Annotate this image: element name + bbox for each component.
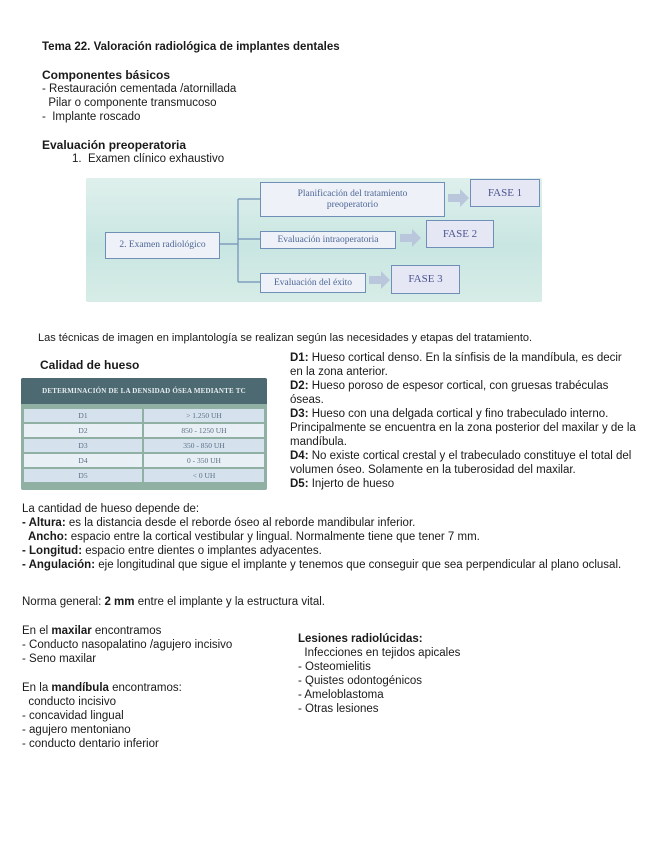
arrow-right-icon (400, 229, 421, 247)
bone-type-item: D4: No existe cortical crestal y el trabeculado constituye el total del volumen óseo. Solamente en la tuberosidad del maxilar. (290, 450, 632, 476)
table-cell: < 0 UH (144, 469, 264, 482)
arrow-right-icon (369, 271, 390, 289)
mandibula-item: - conducto dentario inferior (22, 738, 159, 750)
bone-quality-heading: Calidad de hueso (40, 358, 140, 372)
maxilar-item: - Seno maxilar (22, 653, 97, 665)
table-cell: D5 (24, 469, 142, 482)
evaluation-heading: Evaluación preoperatoria (42, 138, 187, 152)
mandibula-intro: En la mandíbula encontramos: (22, 682, 182, 694)
quantity-item: - Angulación: eje longitudinal que sigue el implante y tenemos que conseguir que sea perpendicular al plano oclusal. (22, 559, 622, 571)
phase-branch-box: Planificación del tratamiento preoperatorio (260, 182, 445, 217)
components-item: - Implante roscado (42, 111, 141, 123)
table-cell: 0 - 350 UH (144, 454, 264, 467)
mandibula-item: conducto incisivo (22, 696, 116, 708)
maxilar-intro: En el maxilar encontramos (22, 625, 162, 637)
components-item: Pilar o componente transmucoso (42, 97, 217, 109)
table-cell: D2 (24, 424, 142, 437)
maxilar-item: - Conducto nasopalatino /agujero incisivo (22, 639, 233, 651)
table-row (24, 409, 264, 422)
table-cell: D4 (24, 454, 142, 467)
phase-branch-box: Evaluación intraoperatoria (260, 231, 396, 249)
mandibula-item: - concavidad lingual (22, 710, 124, 722)
table-row (24, 469, 264, 482)
bone-type-item: D3: Hueso con una delgada cortical y fino trabeculado interno. Principalmente se encuentra en la zona posterior del maxilar y de la mandíbula. (290, 408, 636, 448)
evaluation-item: 1. Examen clínico exhaustivo (72, 153, 225, 165)
norm-text: Norma general: 2 mm entre el implante y la estructura vital. (22, 596, 325, 608)
table-title: DETERMINACIÓN DE LA DENSIDAD ÓSEA MEDIANTE TC (21, 378, 267, 404)
table-row (24, 424, 264, 437)
quantity-list (22, 516, 636, 572)
bone-type-item: D2: Hueso poroso de espesor cortical, con gruesas trabéculas óseas. (290, 380, 609, 406)
phase-box: FASE 1 (470, 179, 540, 207)
lesion-item: - Otras lesiones (298, 703, 379, 715)
table-cell: D3 (24, 439, 142, 452)
page-title: Tema 22. Valoración radiológica de implantes dentales (42, 41, 340, 53)
lesion-item: - Osteomielitis (298, 661, 371, 673)
bone-type-item: D5: Injerto de hueso (290, 478, 395, 490)
bone-types (290, 351, 636, 491)
quantity-item: - Longitud: espacio entre dientes o implantes adyacentes. (22, 545, 322, 557)
bone-density-table (21, 378, 267, 490)
lesions-heading: Lesiones radiolúcidas: (298, 633, 423, 645)
quantity-item: Ancho: espacio entre la cortical vestibular y lingual. Normalmente tiene que tener 7 mm. (22, 531, 480, 543)
phase-branch-box: Evaluación del éxito (260, 273, 366, 293)
table-cell: 850 - 1250 UH (144, 424, 264, 437)
lesion-item: Infecciones en tejidos apicales (298, 647, 461, 659)
table-cell: > 1.250 UH (144, 409, 264, 422)
radiological-exam-diagram (86, 178, 542, 302)
phase-box: FASE 3 (391, 265, 460, 294)
quantity-item: - Altura: es la distancia desde el reborde óseo al reborde mandibular inferior. (22, 517, 416, 529)
table-row (24, 454, 264, 467)
mandibula-item: - agujero mentoniano (22, 724, 131, 736)
phase-box: FASE 2 (426, 220, 494, 248)
bone-type-item: D1: Hueso cortical denso. En la sínfisis de la mandíbula, es decir en la zona anterior. (290, 352, 622, 378)
table-cell: 350 - 850 UH (144, 439, 264, 452)
table-row (24, 439, 264, 452)
lesion-item: - Quistes odontogénicos (298, 675, 423, 687)
quantity-intro: La cantidad de hueso depende de: (22, 503, 200, 515)
arrow-right-icon (448, 189, 469, 207)
components-heading: Componentes básicos (42, 68, 171, 82)
components-item: - Restauración cementada /atornillada (42, 83, 237, 95)
lesion-item: - Ameloblastoma (298, 689, 384, 701)
techniques-text: Las técnicas de imagen en implantología se realizan según las necesidades y etapas del tratamiento. (38, 332, 533, 344)
exam-box: 2. Examen radiológico (105, 232, 220, 259)
table-cell: D1 (24, 409, 142, 422)
